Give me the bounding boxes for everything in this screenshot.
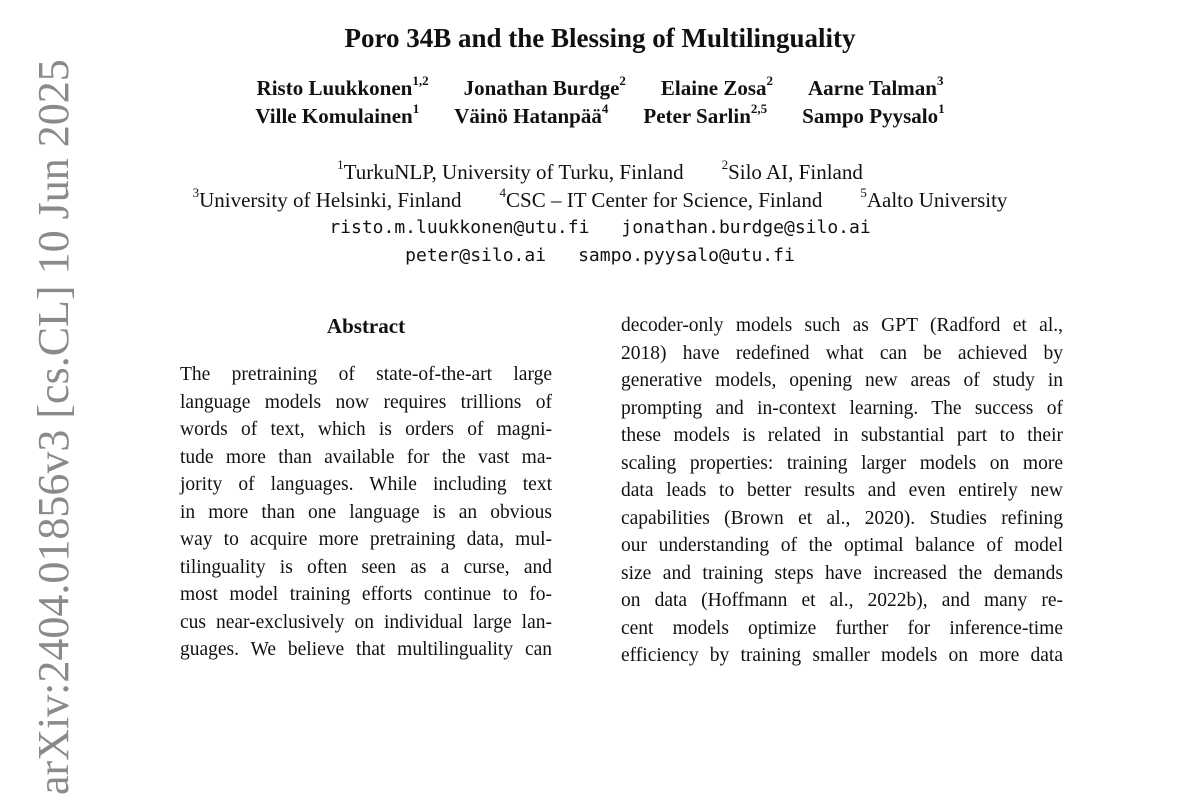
body-text-column <box>621 312 1063 670</box>
email-row-2 <box>0 242 1200 270</box>
text-line: The pretraining of state-of-the-art large <box>180 364 552 385</box>
author-name: Väinö Hatanpää$^4$ <box>454 101 609 128</box>
text-line: words of text, which is orders of magni- <box>180 419 552 440</box>
email-address[interactable]: risto.m.luukkonen@utu.fi <box>329 217 590 238</box>
text-line: language models now requires trillions of <box>180 391 552 413</box>
abstract-heading: Abstract <box>326 314 406 338</box>
author-name: Peter Sarlin$^{2,5}$ <box>643 101 768 128</box>
text-line: cus near-exclusively on individual large lan- <box>180 611 552 633</box>
author-row-1 <box>0 74 1200 102</box>
author-name: Jonathan Burdge$^2$ <box>463 73 626 100</box>
author-list <box>0 74 1200 130</box>
text-line: 2018) have redefined what can be achieved by <box>621 342 1063 364</box>
text-line: jority of languages. While including text <box>180 474 552 495</box>
text-line: on data (Hoffmann et al., 2022b), and many re- <box>621 590 1063 611</box>
email-address[interactable]: jonathan.burdge@silo.ai <box>621 217 871 238</box>
author-row-2 <box>0 102 1200 130</box>
affiliation-row-2 <box>0 186 1200 214</box>
text-line: guages. We believe that multilinguality can <box>180 639 552 660</box>
author-name: Aarne Talman$^3$ <box>808 73 944 100</box>
email-address[interactable]: peter@silo.ai <box>405 245 547 266</box>
affiliation: $^4$CSC – IT Center for Science, Finland <box>499 185 823 212</box>
affiliation-row-1 <box>0 158 1200 186</box>
text-line: tude more than available for the vast ma- <box>180 446 552 468</box>
text-line: way to acquire more pretraining data, mul- <box>180 529 552 550</box>
text-line: capabilities (Brown et al., 2020). Studies refining <box>621 507 1063 529</box>
text-line: decoder-only models such as GPT (Radford et al., <box>621 315 1063 336</box>
text-line: most model training efforts continue to fo- <box>180 584 552 605</box>
paper-title: Poro 34B and the Blessing of Multilinguality <box>344 23 856 53</box>
text-line: tilinguality is often seen as a curse, and <box>180 556 552 578</box>
affiliation: $^1$TurkuNLP, University of Turku, Finland <box>337 157 684 184</box>
affiliations <box>0 158 1200 270</box>
text-line: our understanding of the optimal balance of model <box>621 535 1063 556</box>
affiliation: $^5$Aalto University <box>860 185 1008 212</box>
abstract-text <box>180 361 552 664</box>
email-row-1 <box>0 214 1200 242</box>
text-line: data leads to better results and even entirely new <box>621 480 1063 501</box>
arxiv-sidebar-stamp: arXiv:2404.01856v3 [cs.CL] 10 Jun 2025 <box>29 59 78 795</box>
text-line: cent models optimize further for inference-time <box>621 617 1063 639</box>
text-line: efficiency by training smaller models on more data <box>621 645 1063 666</box>
author-name: Ville Komulainen$^1$ <box>255 101 420 128</box>
text-line: in more than one language is an obvious <box>180 501 552 523</box>
author-name: Elaine Zosa$^2$ <box>660 73 774 100</box>
text-line: these models is related in substantial part to their <box>621 425 1063 446</box>
affiliation: $^3$University of Helsinki, Finland <box>192 185 462 212</box>
affiliation: $^2$Silo AI, Finland <box>721 157 863 184</box>
email-address[interactable]: sampo.pyysalo@utu.fi <box>578 245 795 266</box>
text-line: generative models, opening new areas of study in <box>621 370 1063 391</box>
text-line: prompting and in-context learning. The success of <box>621 397 1063 419</box>
author-name: Risto Luukkonen$^{1,2}$ <box>256 73 429 100</box>
author-name: Sampo Pyysalo$^1$ <box>802 101 945 128</box>
text-line: size and training steps have increased the demands <box>621 562 1063 584</box>
text-line: scaling properties: training larger models on more <box>621 452 1063 474</box>
